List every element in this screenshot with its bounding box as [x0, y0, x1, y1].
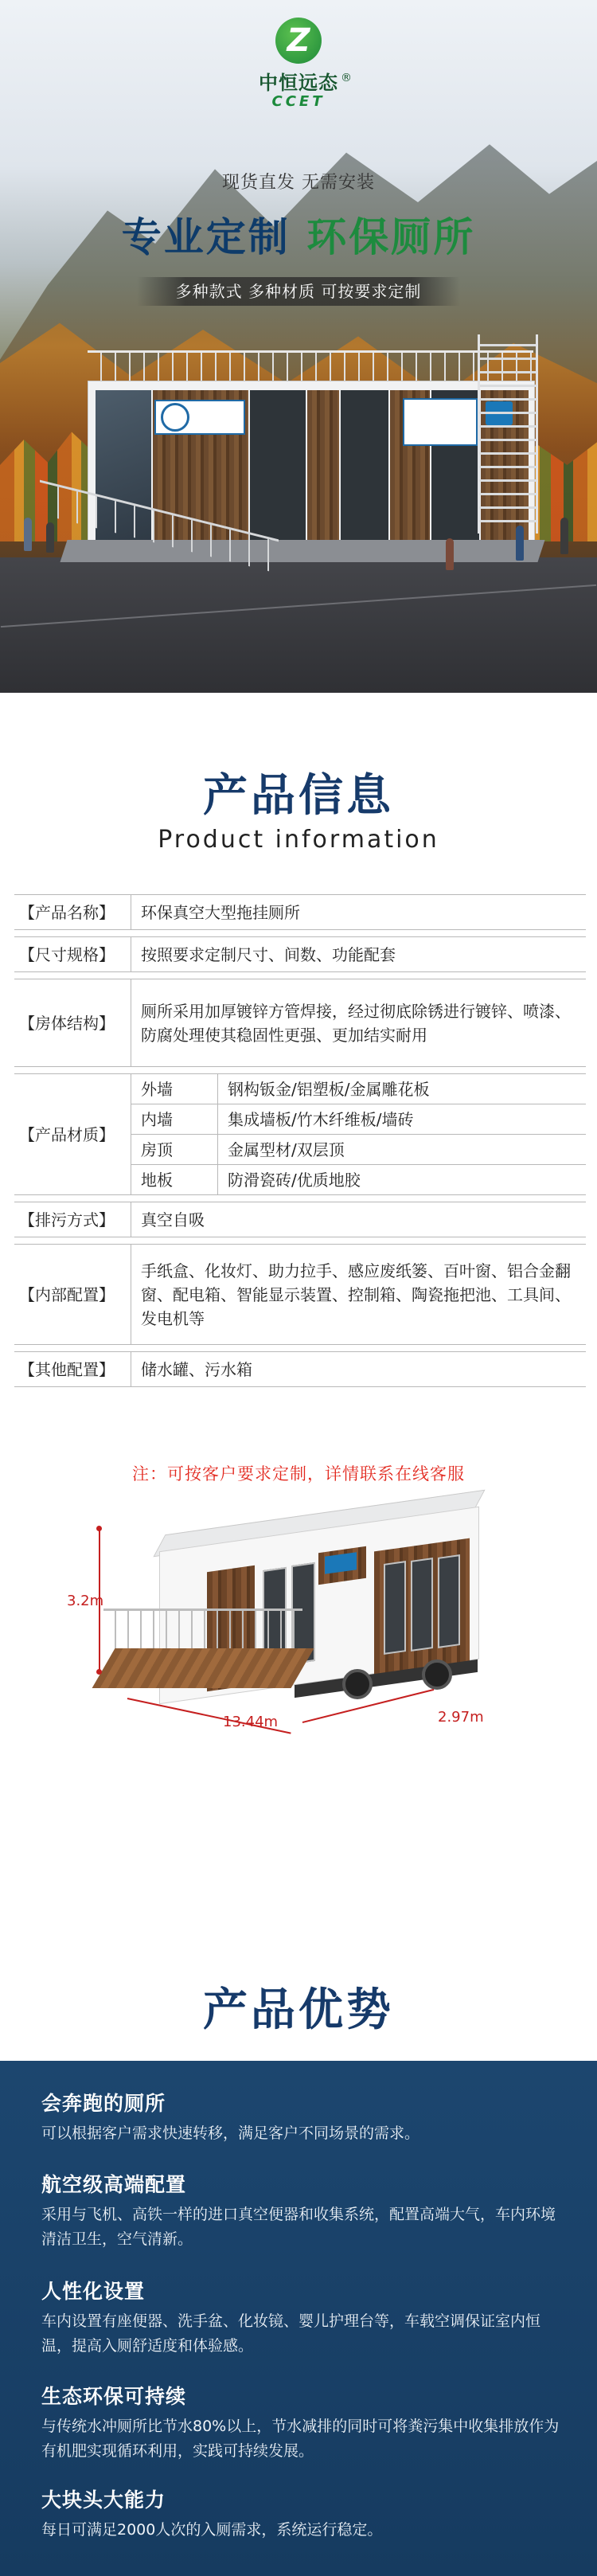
spec-value: 真空自吸	[131, 1202, 587, 1237]
hero-headline	[0, 205, 597, 263]
brand-name-en: CCET	[271, 93, 326, 110]
spec-key: 【产品材质】	[14, 1074, 131, 1195]
ground	[0, 557, 597, 693]
advantage-text: 与传统水冲厕所比节水80%以上，节水减排的同时可将粪污集中收集排放作为有机肥实现循环利用，实践可持续发展。	[41, 2418, 560, 2460]
person-figure	[516, 526, 524, 561]
advantage-text: 每日可满足2000人次的入厕需求，系统运行稳定。	[41, 2521, 383, 2539]
spec-value: 按照要求定制尺寸、间数、功能配套	[131, 937, 587, 972]
table-row	[14, 1202, 586, 1237]
hero-subline: 多种款式 多种材质 可按要求定制	[137, 277, 460, 306]
headline-part-1: 专业定制	[121, 214, 291, 260]
spec-value: 储水罐、污水箱	[131, 1352, 587, 1387]
door-panel	[250, 390, 306, 540]
advantage-text: 采用与飞机、高铁一样的进口真空便器和收集系统，配置高端大气，车内环境清洁卫生，空气清新。	[41, 2206, 556, 2248]
trailer-deck	[92, 1648, 314, 1688]
width-label: 2.97m	[438, 1709, 484, 1726]
table-row	[14, 895, 586, 930]
trailer-illustration	[67, 1513, 517, 1736]
brand-name-cn: 中恒远态	[259, 72, 338, 94]
wood-panel	[307, 390, 339, 540]
wheel-icon	[342, 1669, 373, 1699]
trailer-door	[384, 1561, 406, 1655]
table-row	[14, 979, 586, 1067]
table-row	[14, 937, 586, 972]
deck	[60, 540, 544, 562]
info-section-title	[0, 760, 597, 854]
advantage-title: 人性化设置	[41, 2280, 146, 2303]
person-figure	[46, 522, 54, 553]
spec-value: 手纸盒、化妆灯、助力拉手、感应废纸篓、百叶窗、铝合金翻窗、配电箱、智能显示装置、控制箱、陶瓷拖把池、工具间、发电机等	[131, 1245, 587, 1345]
spec-key: 【尺寸规格】	[14, 937, 131, 972]
length-label: 13.44m	[223, 1714, 279, 1730]
logo-mark-icon: Z	[275, 18, 322, 64]
spec-key: 【其他配置】	[14, 1352, 131, 1387]
info-title-en: Product information	[158, 826, 439, 854]
hero-banner	[0, 0, 597, 693]
spiral-stair	[478, 334, 538, 534]
spec-key: 【房体结构】	[14, 979, 131, 1067]
material-sub-key: 外墙	[131, 1074, 218, 1104]
advantages-section-title	[0, 1975, 597, 2039]
spec-key: 【排污方式】	[14, 1202, 131, 1237]
registered-mark: ®	[341, 72, 352, 84]
dimension-dot	[96, 1669, 102, 1675]
advantage-item	[41, 2169, 567, 2252]
spec-value: 环保真空大型拖挂厕所	[131, 895, 587, 930]
advantage-item	[41, 2484, 567, 2543]
person-figure	[560, 518, 568, 554]
height-label: 3.2m	[67, 1593, 104, 1609]
table-row	[14, 1074, 586, 1104]
advantage-title: 生态环保可持续	[41, 2385, 187, 2408]
advantage-title: 大块头大能力	[41, 2488, 166, 2512]
wheel-icon	[422, 1659, 452, 1690]
spec-key: 【内部配置】	[14, 1245, 131, 1345]
material-sub-key: 房顶	[131, 1135, 218, 1165]
person-figure	[24, 518, 32, 551]
advantage-item	[41, 2381, 567, 2464]
advantage-text: 可以根据客户需求快速转移，满足客户不同场景的需求。	[41, 2125, 420, 2142]
material-sub-key: 地板	[131, 1165, 218, 1195]
table-row	[14, 1245, 586, 1345]
spec-table	[14, 894, 586, 1387]
material-sub-value: 集成墙板/竹木纤维板/墙砖	[218, 1104, 587, 1135]
toilet-building-photo	[88, 350, 533, 565]
brand-logo	[242, 18, 355, 110]
material-sub-value: 防滑瓷砖/优质地胶	[218, 1165, 587, 1195]
headline-part-2: 环保厕所	[306, 214, 476, 260]
spec-key: 【产品名称】	[14, 895, 131, 930]
spec-value: 厕所采用加厚镀锌方管焊接，经过彻底除锈进行镀锌、喷漆、防腐处理使其稳固性更强、更加结实耐用	[131, 979, 587, 1067]
advantages-title-cn: 产品优势	[203, 1984, 394, 2036]
custom-note: 注：可按客户要求定制，详情联系在线客服	[132, 1464, 465, 1483]
door-panel	[341, 390, 388, 540]
table-row	[14, 1352, 586, 1387]
material-sub-value: 钢构钣金/铝塑板/金属雕花板	[218, 1074, 587, 1104]
advantage-title: 航空级高端配置	[41, 2173, 187, 2196]
advantage-item	[41, 2088, 567, 2146]
info-title-cn: 产品信息	[203, 770, 394, 822]
dimension-dot	[96, 1526, 102, 1531]
material-sub-value: 金属型材/双层顶	[218, 1135, 587, 1165]
advantage-text: 车内设置有座便器、洗手盆、化妆镜、婴儿护理台等，车载空调保证室内恒温，提高入厕舒适度和体验感。	[41, 2312, 541, 2355]
trailer-door	[438, 1554, 460, 1648]
material-sub-key: 内墙	[131, 1104, 218, 1135]
advantage-title: 会奔跑的厕所	[41, 2092, 166, 2115]
trailer-railing	[103, 1609, 302, 1651]
trailer-door	[411, 1558, 433, 1652]
hero-tagline: 现货直发 无需安装	[222, 173, 375, 193]
person-figure	[446, 538, 454, 570]
advantage-item	[41, 2276, 567, 2359]
eye-logo-icon	[161, 403, 189, 432]
roof-railing	[88, 350, 533, 383]
public-toilet-sign	[403, 398, 478, 446]
